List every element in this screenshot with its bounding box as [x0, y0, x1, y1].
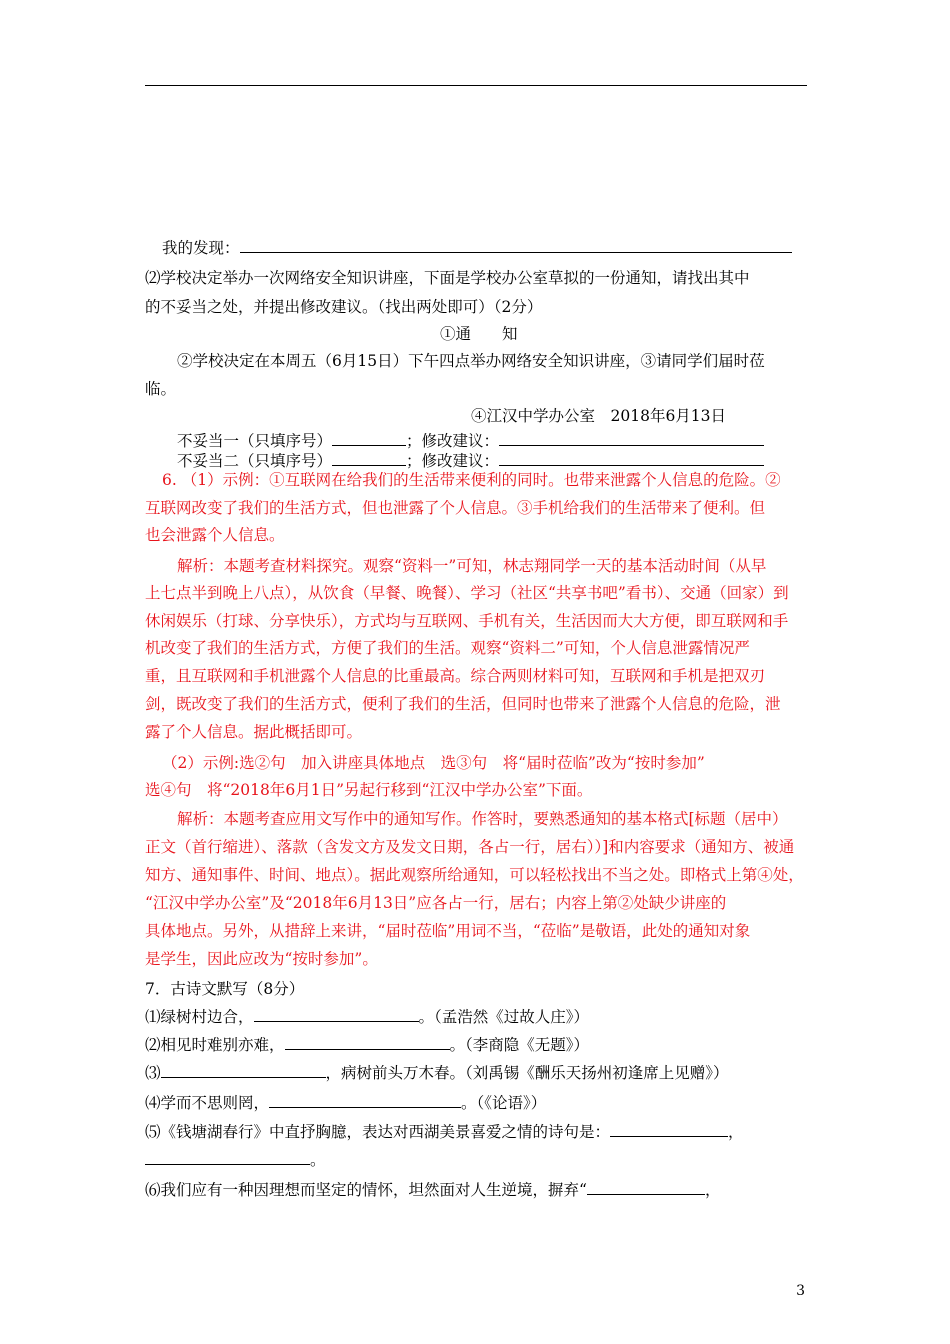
q7-5-blank-a[interactable] — [610, 1120, 728, 1137]
q7-4-source: 。（《论语》） — [461, 1094, 547, 1112]
notice-title: ①通 知 — [440, 325, 518, 343]
q7-2-source: 。（李商隐《无题》） — [449, 1036, 590, 1054]
q7-6-prefix: ⑹我们应有一种因理想而坚定的情怀，坦然面对人生逆境，摒弃“ — [145, 1181, 587, 1199]
q7-4-blank[interactable] — [269, 1091, 461, 1108]
q7-2-prefix: ⑵相见时难别亦难， — [145, 1036, 285, 1054]
q7-1-blank[interactable] — [254, 1005, 419, 1022]
q7-item-1 — [145, 1005, 807, 1028]
answer6-line: 休闲娱乐（打球、分享快乐），方式均与互联网、手机有关，生活因而大大方便，即互联网和手 — [145, 612, 789, 630]
suggest1-label: ；修改建议： — [406, 432, 500, 450]
answer6-line: 是学生，因此应改为“按时参加”。 — [145, 950, 378, 968]
improper2-label: 不妥当二（只填序号） — [177, 452, 333, 470]
answer6-line: 正文（首行缩进）、落款（含发文方及发文日期，各占一行，居右））]和内容要求（通知方、被通 — [145, 838, 795, 856]
q7-item-2 — [145, 1033, 807, 1056]
answer6-line: 剑，既改变了我们的生活方式，便利了我们的生活，但同时也带来了泄露个人信息的危险，泄 — [145, 695, 781, 713]
page-number: 3 — [796, 1283, 805, 1299]
q7-3-blank[interactable] — [161, 1061, 326, 1078]
improper2-blank[interactable] — [332, 449, 406, 466]
q7-1-prefix: ⑴绿树村边合， — [145, 1008, 254, 1026]
q7-item-5-cont — [145, 1148, 807, 1171]
q7-1-source: 。（孟浩然《过故人庄》） — [418, 1008, 590, 1026]
q7-6-blank[interactable] — [587, 1178, 705, 1195]
answer6-line: 互联网改变了我们的生活方式，但也泄露了个人信息。③手机给我们的生活带来了便利。但 — [145, 499, 766, 517]
suggest2-blank[interactable] — [499, 449, 764, 466]
notice-body-line1: ②学校决定在本周五（6月15日）下午四点举办网络安全知识讲座，③请同学们届时莅 — [177, 352, 765, 370]
q7-title: 7．古诗文默写（8分） — [145, 980, 305, 998]
q7-5-prefix: ⑸《钱塘湖春行》中直抒胸臆，表达对西湖美景喜爱之情的诗句是： — [145, 1123, 611, 1141]
q7-2-blank[interactable] — [285, 1033, 450, 1050]
q2-line2: 的不妥当之处，并提出修改建议。（找出两处即可）（2分） — [145, 298, 543, 316]
answer6-line: 也会泄露个人信息。 — [145, 526, 285, 544]
q7-4-prefix: ⑷学而不思则罔， — [145, 1094, 270, 1112]
answer6-line: 机改变了我们的生活方式，方便了我们的生活。观察“资料二”可知，个人信息泄露情况严 — [145, 639, 750, 657]
q7-item-6 — [145, 1178, 807, 1201]
notice-body-line2: 临。 — [145, 380, 177, 398]
answer6-line: 重，且互联网和手机泄露个人信息的比重最高。综合两则材料可知，互联网和手机是把双刃 — [145, 667, 766, 685]
notice-signature: ④江汉中学办公室 2018年6月13日 — [471, 407, 727, 425]
q7-3-source: ，病树前头万木春。（刘禹锡《酬乐天扬州初逢席上见赠》） — [325, 1064, 729, 1082]
answer6-line: （2）示例:选②句 加入讲座具体地点 选③句 将“届时莅临”改为“按时参加” — [162, 754, 705, 772]
q2-line1: ⑵学校决定举办一次网络安全知识讲座，下面是学校办公室草拟的一份通知，请找出其中 — [145, 269, 750, 287]
discovery-line — [162, 236, 824, 259]
q7-5-comma: ， — [728, 1123, 744, 1141]
discovery-label: 我的发现： — [162, 239, 240, 257]
header-rule — [145, 85, 807, 86]
improper1-label: 不妥当一（只填序号） — [177, 432, 333, 450]
discovery-blank[interactable] — [240, 236, 792, 253]
answer6-line: 上七点半到晚上八点），从饮食（早餐、晚餐）、学习（社区“共享书吧”看书）、交通（回家）到 — [145, 584, 789, 602]
answer6-line: 露了个人信息。据此概括即可。 — [145, 723, 363, 741]
improper1-blank[interactable] — [332, 429, 406, 446]
answer6-line: 知方、通知事件、时间、地点）。据此观察所给通知，可以轻松找出不当之处。即格式上第④处， — [145, 866, 804, 884]
answer6-line: 6. （1）示例：①互联网在给我们的生活带来便利的同时。也带来泄露个人信息的危险。② — [162, 471, 781, 489]
answer6-line: 选④句 将“2018年6月1日”另起行移到“江汉中学办公室”下面。 — [145, 781, 593, 799]
suggest1-blank[interactable] — [499, 429, 764, 446]
answer6-line: “江汉中学办公室”及“2018年6月13日”应各占一行，居右；内容上第②处缺少讲座的 — [145, 894, 727, 912]
q7-5-blank-b[interactable] — [145, 1148, 310, 1165]
answer6-line: 具体地点。另外，从措辞上来讲，“届时莅临”用词不当，“莅临”是敬语，此处的通知对象 — [145, 922, 751, 940]
answer6-line: 解析：本题考查材料探究。观察“资料一”可知，林志翔同学一天的基本活动时间（从早 — [177, 557, 767, 575]
suggest2-label: ；修改建议： — [406, 452, 500, 470]
q7-3-prefix: ⑶ — [145, 1064, 161, 1082]
q7-5-end: 。 — [310, 1151, 326, 1169]
q7-item-5 — [145, 1120, 807, 1143]
q7-item-3 — [145, 1061, 807, 1084]
q7-6-comma: ， — [704, 1181, 721, 1199]
answer6-line: 解析：本题考查应用文写作中的通知写作。作答时，要熟悉通知的基本格式[标题（居中） — [177, 810, 788, 828]
q7-item-4 — [145, 1091, 807, 1114]
